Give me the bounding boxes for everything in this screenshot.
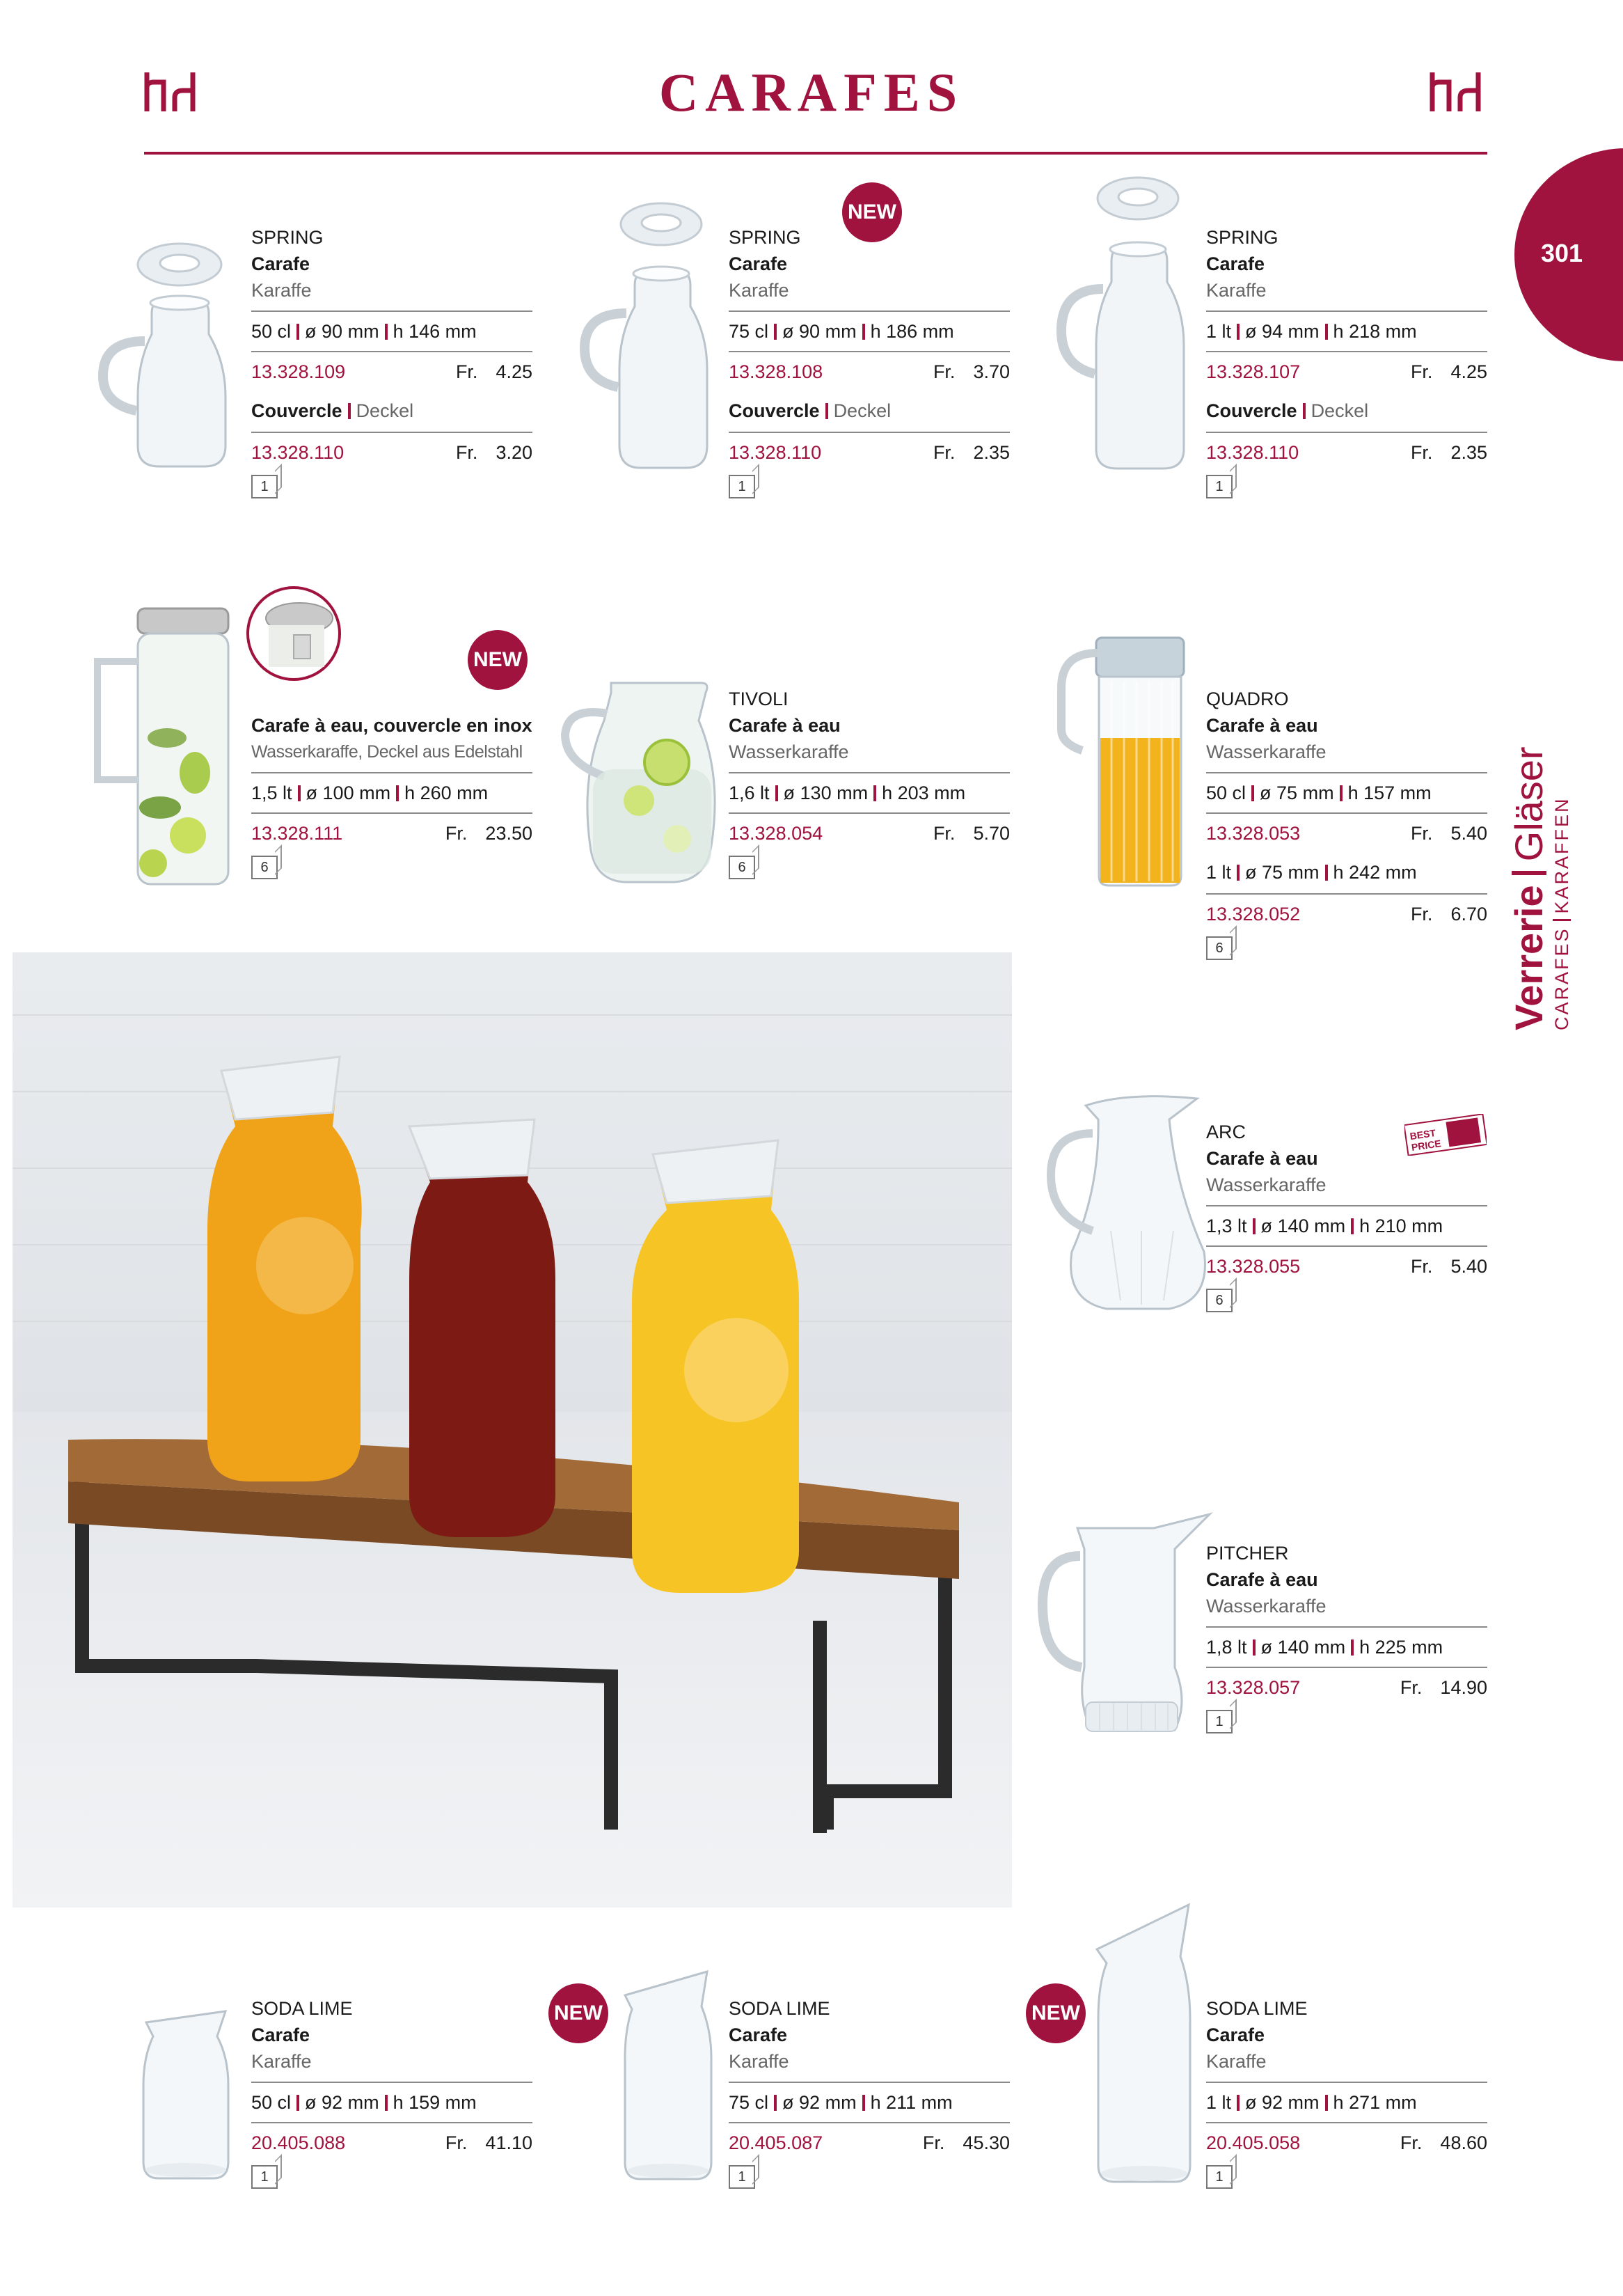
pack-quantity-icon: 6 [729, 856, 755, 879]
price: 4.25 [1450, 361, 1487, 382]
product-brand: SODA LIME [729, 1998, 830, 2019]
section-title-de: Gläser [1507, 746, 1551, 862]
product-soda-lime-50cl [251, 1995, 532, 2189]
product-quadro [1206, 686, 1487, 960]
article-number: 20.405.087 [729, 2132, 823, 2153]
product-name-de: Wasserkaraffe [1206, 1174, 1327, 1195]
product-name-de: Karaffe [729, 2051, 789, 2072]
article-number: 13.328.110 [251, 442, 345, 463]
price: 48.60 [1440, 2132, 1487, 2153]
product-name-de: Wasserkaraffe, Deckel aus Edelstahl [251, 742, 523, 762]
product-dimensions: 75 cl ø 90 mm h 186 mm [729, 310, 1010, 351]
price: 41.10 [485, 2132, 532, 2153]
price: 5.40 [1450, 1256, 1487, 1277]
product-brand: ARC [1206, 1122, 1246, 1142]
product-soda-lime-75cl [729, 1995, 1010, 2189]
price: 5.70 [973, 823, 1010, 844]
product-spring-50cl [251, 224, 532, 498]
new-badge: NEW [1026, 1983, 1086, 2043]
product-name: Carafe [729, 253, 788, 274]
product-name: Carafe [251, 2024, 310, 2045]
product-name: Carafe [251, 253, 310, 274]
section-title-fr: Verrerie [1507, 885, 1551, 1030]
product-dimensions-2: 1 lt ø 75 mm h 242 mm [1206, 862, 1417, 883]
spring-1lt-image [1054, 171, 1201, 473]
product-brand: SPRING [729, 227, 801, 248]
product-name: Carafe à eau [1206, 1148, 1318, 1169]
product-brand: PITCHER [1206, 1543, 1289, 1564]
product-name-de: Wasserkaraffe [729, 741, 849, 762]
section-side-label [1509, 682, 1585, 1030]
product-arc [1206, 1119, 1487, 1312]
product-name: Carafe [1206, 253, 1265, 274]
svg-text:BEST: BEST [1409, 1127, 1436, 1142]
article-number: 13.328.057 [1206, 1677, 1301, 1698]
product-dimensions: 50 cl ø 90 mm h 146 mm [251, 310, 532, 351]
price: 2.35 [1450, 442, 1487, 463]
product-dimensions: 75 cl ø 92 mm h 211 mm [729, 2082, 1010, 2122]
price: 2.35 [973, 442, 1010, 463]
pack-quantity-icon: 1 [1206, 475, 1233, 498]
page-number-tab [1514, 148, 1623, 361]
product-tivoli [729, 686, 1010, 879]
product-pitcher [1206, 1540, 1487, 1733]
new-badge: NEW [548, 1983, 608, 2043]
new-badge: NEW [842, 182, 902, 242]
pack-quantity-icon: 1 [729, 475, 755, 498]
price: 23.50 [485, 823, 532, 844]
quadro-carafe-image [1054, 632, 1194, 890]
spring-50cl-image [96, 237, 242, 473]
article-number: 13.328.110 [729, 442, 822, 463]
product-name: Carafe à eau [729, 715, 841, 736]
pack-quantity-icon: 1 [1206, 2165, 1233, 2189]
product-name: Carafe à eau [1206, 1569, 1318, 1590]
product-price-row: 20.405.058 Fr. 48.60 [1206, 2122, 1487, 2162]
pack-quantity-icon: 6 [1206, 936, 1233, 960]
product-dimensions: 1,5 lt ø 100 mm h 260 mm [251, 772, 532, 812]
spring-75cl-image [578, 195, 724, 473]
svg-text:PRICE: PRICE [1410, 1138, 1442, 1153]
product-brand: QUADRO [1206, 689, 1289, 709]
section-sub-de: KARAFFEN [1551, 796, 1572, 914]
product-price-row: 13.328.053 Fr. 5.40 [1206, 812, 1487, 853]
price: 4.25 [496, 361, 532, 382]
product-inox-carafe [251, 712, 532, 879]
product-brand: SPRING [251, 227, 324, 248]
article-number: 13.328.109 [251, 361, 346, 382]
product-brand: TIVOLI [729, 689, 789, 709]
product-name-de: Wasserkaraffe [1206, 741, 1327, 762]
product-name-de: Karaffe [729, 280, 789, 301]
product-dimensions: 1 lt ø 92 mm h 271 mm [1206, 2082, 1487, 2122]
new-badge: NEW [468, 630, 528, 690]
product-dimensions: 1 lt ø 94 mm h 218 mm [1206, 310, 1487, 351]
article-number: 13.328.055 [1206, 1256, 1301, 1277]
brand-logo-right [1428, 70, 1489, 114]
product-name: Carafe à eau [1206, 715, 1318, 736]
product-price-row: 20.405.087 Fr. 45.30 [729, 2122, 1010, 2162]
header-divider [144, 152, 1487, 155]
price: 3.70 [973, 361, 1010, 382]
article-number: 13.328.053 [1206, 823, 1301, 844]
product-name: Carafe [729, 2024, 788, 2045]
pack-quantity-icon: 1 [251, 2165, 278, 2189]
product-name: Carafe [1206, 2024, 1265, 2045]
lid-detail-circle [245, 585, 342, 682]
soda-lime-50cl-image [136, 2008, 234, 2183]
article-number: 13.328.054 [729, 823, 823, 844]
pitcher-image [1036, 1507, 1217, 1744]
pack-quantity-icon: 1 [729, 2165, 755, 2189]
product-price-row: 13.328.054 Fr. 5.70 [729, 812, 1010, 853]
lid-price-row: 13.328.110 Fr. 2.35 [729, 432, 1010, 472]
product-name-de: Karaffe [251, 2051, 312, 2072]
product-brand: SPRING [1206, 227, 1278, 248]
price: 3.20 [496, 442, 532, 463]
page-number: 301 [1541, 239, 1583, 267]
page-title: CARAFES [658, 62, 965, 123]
price: 6.70 [1450, 904, 1487, 925]
arc-pitcher-image [1044, 1092, 1211, 1314]
lid-label: Couvercle Deckel [729, 400, 892, 421]
price: 5.40 [1450, 823, 1487, 844]
product-brand: SODA LIME [1206, 1998, 1308, 2019]
section-title [1509, 682, 1549, 1030]
article-number: 13.328.110 [1206, 442, 1299, 463]
article-number: 13.328.052 [1206, 904, 1301, 925]
product-price-row: 13.328.111 Fr. 23.50 [251, 812, 532, 853]
product-soda-lime-1lt [1206, 1995, 1487, 2189]
product-price-row: 13.328.109 Fr. 4.25 [251, 351, 532, 391]
product-price-row-2: 13.328.052 Fr. 6.70 [1206, 893, 1487, 934]
product-name-de: Karaffe [251, 280, 312, 301]
product-price-row: 13.328.057 Fr. 14.90 [1206, 1667, 1487, 1707]
product-price-row: 13.328.107 Fr. 4.25 [1206, 351, 1487, 391]
product-dimensions: 50 cl ø 75 mm h 157 mm [1206, 772, 1487, 812]
article-number: 20.405.058 [1206, 2132, 1301, 2153]
product-price-row: 20.405.088 Fr. 41.10 [251, 2122, 532, 2162]
soda-lime-1lt-image [1091, 1901, 1196, 2186]
pack-quantity-icon: 1 [251, 475, 278, 498]
pack-quantity-icon: 6 [251, 856, 278, 879]
lid-price-row: 13.328.110 Fr. 2.35 [1206, 432, 1487, 472]
lid-price-row: 13.328.110 Fr. 3.20 [251, 432, 532, 472]
soda-lime-75cl-image [618, 1967, 715, 2183]
lid-label: Couvercle Deckel [251, 400, 414, 421]
price: 14.90 [1440, 1677, 1487, 1698]
product-dimensions: 1,6 lt ø 130 mm h 203 mm [729, 772, 1010, 812]
article-number: 20.405.088 [251, 2132, 346, 2153]
product-dimensions: 1,8 lt ø 140 mm h 225 mm [1206, 1626, 1487, 1667]
product-dimensions: 1,3 lt ø 140 mm h 210 mm [1206, 1205, 1487, 1245]
product-brand: SODA LIME [251, 1998, 353, 2019]
article-number: 13.328.108 [729, 361, 823, 382]
pack-quantity-icon: 1 [1206, 1710, 1233, 1733]
article-number: 13.328.111 [251, 823, 343, 844]
tivoli-carafe-image [562, 679, 724, 888]
product-spring-75cl [729, 224, 1010, 498]
price: 45.30 [963, 2132, 1010, 2153]
product-spring-1lt [1206, 224, 1487, 498]
product-dimensions: 50 cl ø 92 mm h 159 mm [251, 2082, 532, 2122]
inox-carafe-image [84, 599, 251, 891]
product-name: Carafe à eau, couvercle en inox [251, 715, 532, 736]
section-subtitle [1549, 682, 1574, 1030]
lid-label: Couvercle Deckel [1206, 400, 1369, 421]
product-price-row: 13.328.108 Fr. 3.70 [729, 351, 1010, 391]
lifestyle-photo [13, 952, 1012, 1908]
product-name-de: Wasserkaraffe [1206, 1596, 1327, 1617]
product-price-row: 13.328.055 Fr. 5.40 [1206, 1245, 1487, 1286]
product-name-de: Karaffe [1206, 2051, 1267, 2072]
pack-quantity-icon: 6 [1206, 1289, 1233, 1312]
section-sub-fr: CARAFES [1551, 927, 1572, 1030]
product-name-de: Karaffe [1206, 280, 1267, 301]
article-number: 13.328.107 [1206, 361, 1301, 382]
